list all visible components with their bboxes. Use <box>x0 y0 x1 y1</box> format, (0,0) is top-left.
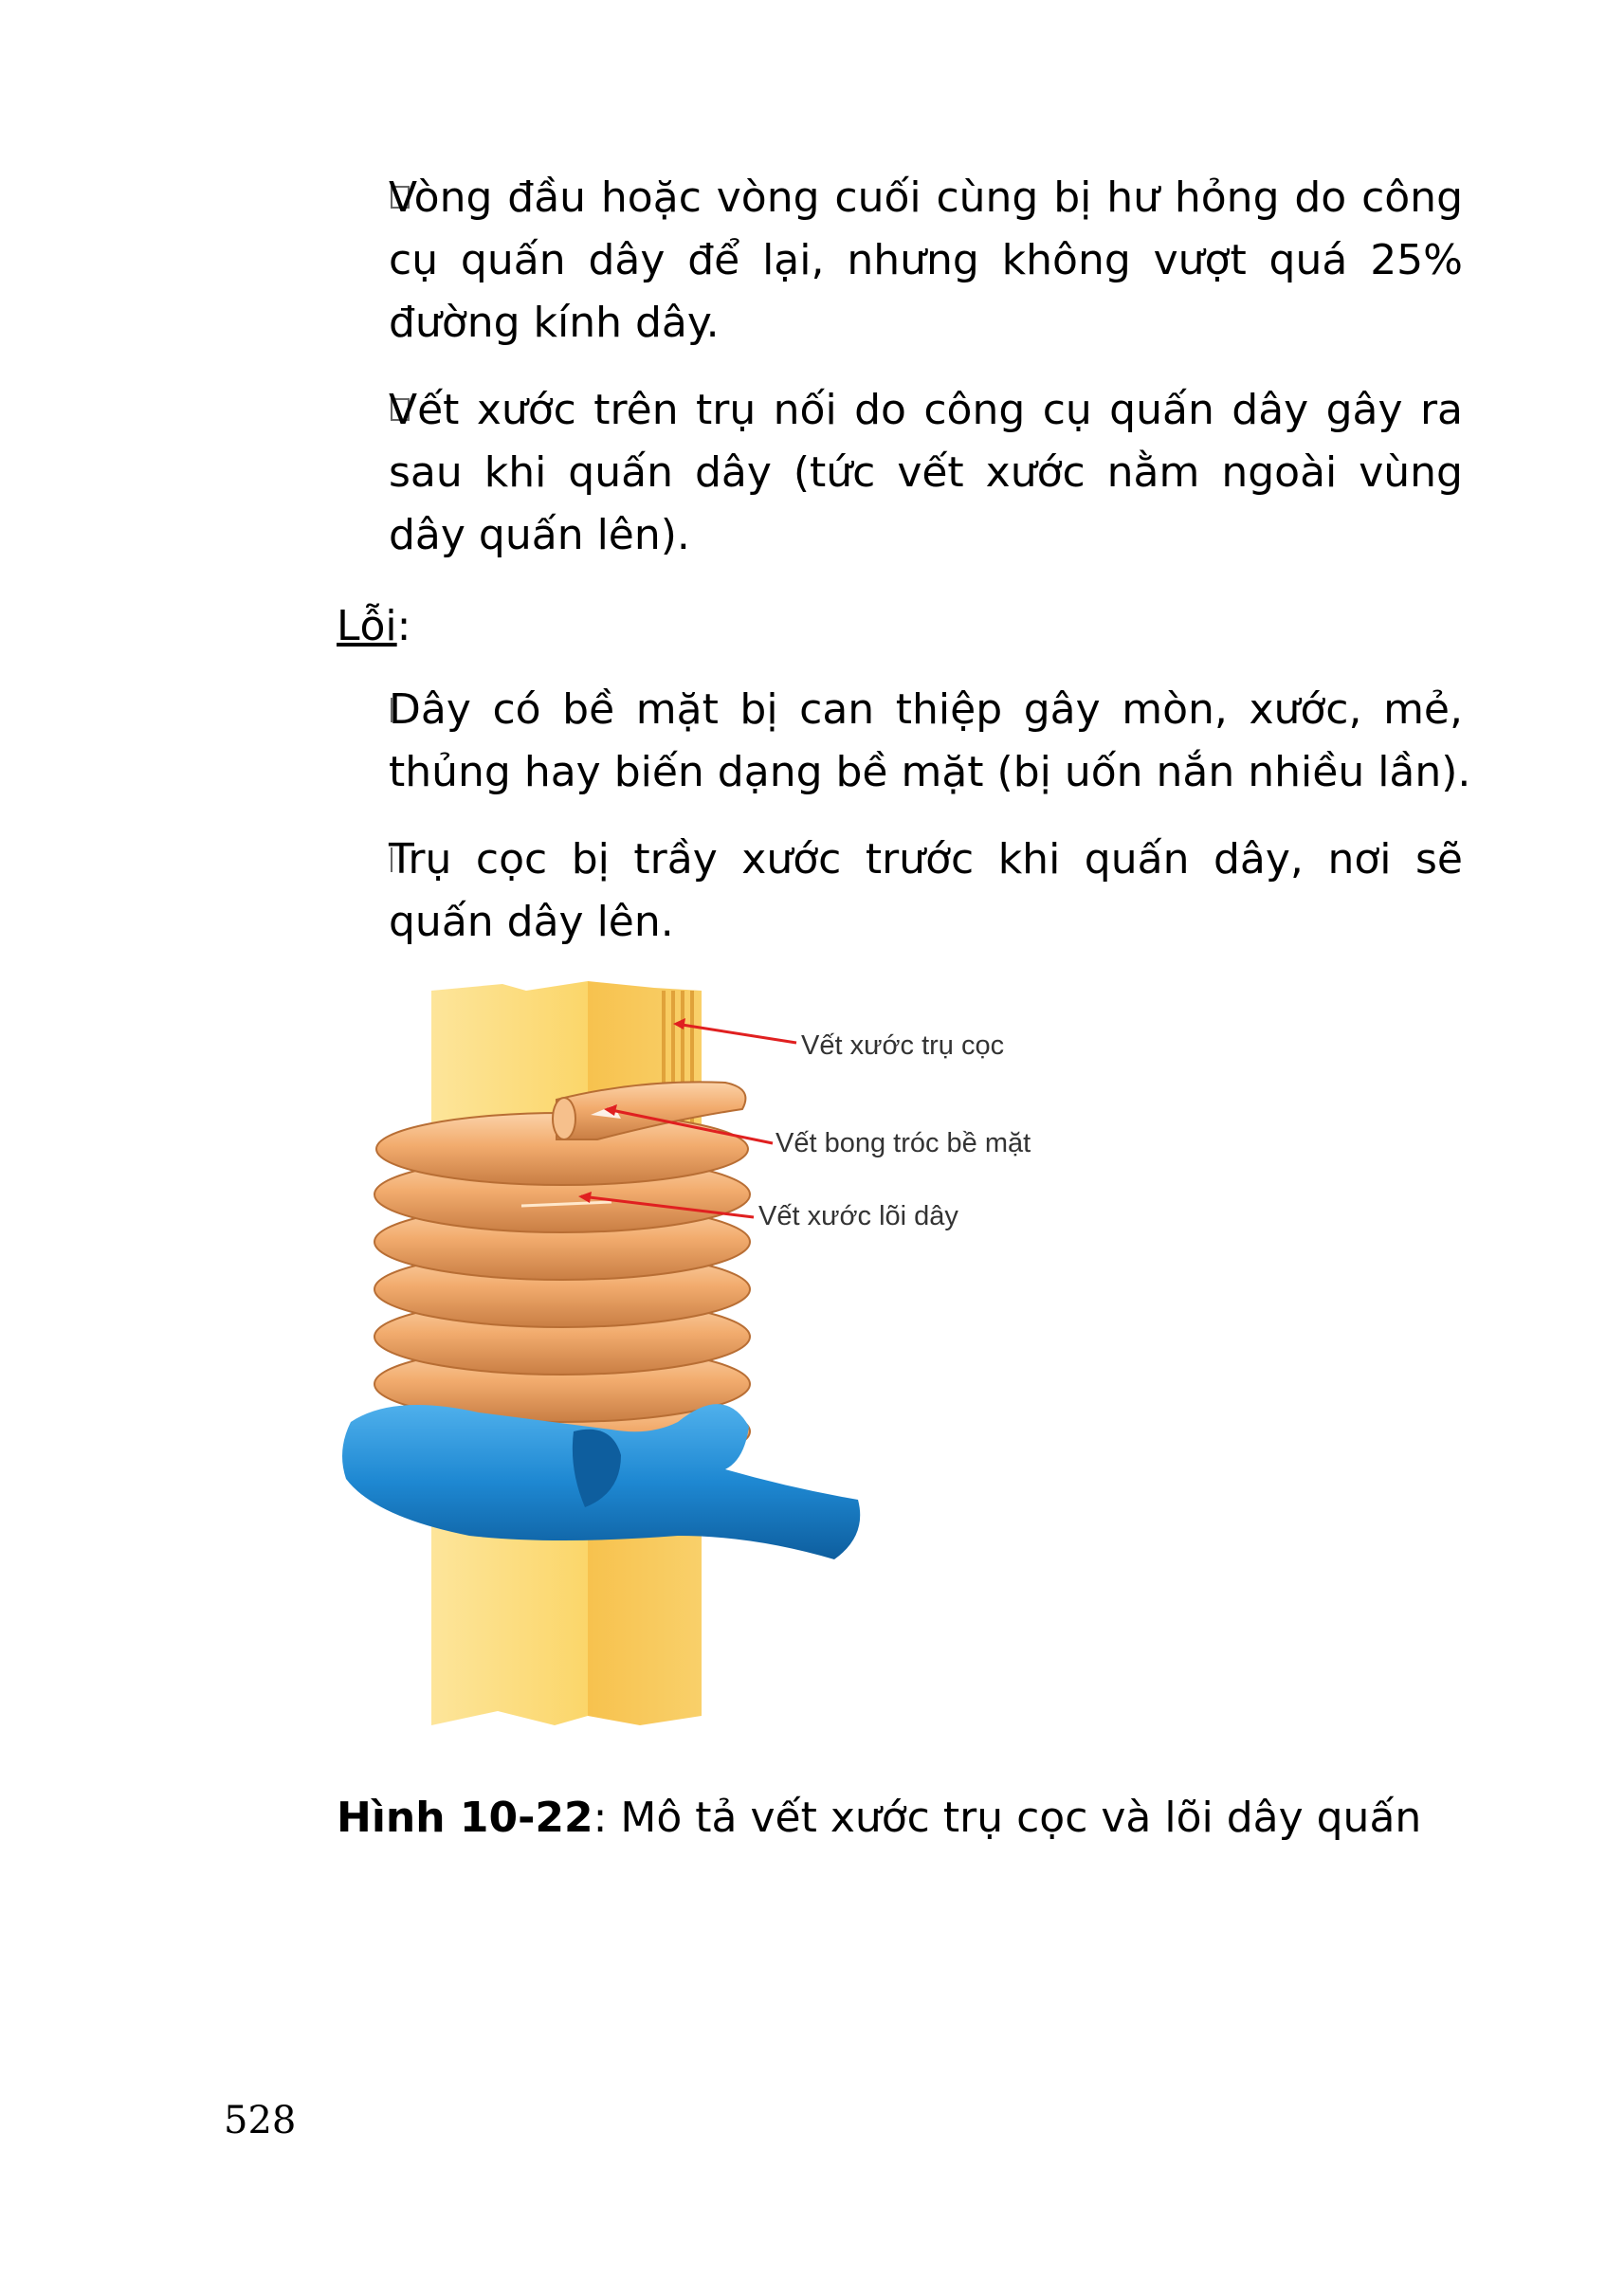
heading-text: Lỗi <box>337 602 397 650</box>
section-heading <box>337 595 411 658</box>
figure-number: Hình 10-22 <box>337 1794 593 1842</box>
figure-caption <box>337 1787 1421 1850</box>
bullet-item-3 <box>389 679 1471 804</box>
text-line: quấn dây lên. <box>389 898 674 946</box>
wire-end <box>553 1098 575 1139</box>
text-line: Vết xước trên trụ nối do công cụ quấn dây gây ra <box>389 386 1463 434</box>
text-line: Trụ cọc bị trầy xước trước khi quấn dây, nơi sẽ <box>389 835 1463 884</box>
text-line: đường kính dây. <box>389 299 720 347</box>
label-post-scratch: Vết xước trụ cọc <box>801 1030 1005 1061</box>
text-line: thủng hay biến dạng bề mặt (bị uốn nắn nhiều lần). <box>389 748 1471 796</box>
text-line: cụ quấn dây để lại, nhưng không vượt quá 25% <box>389 236 1463 284</box>
label-surface-peel: Vết bong tróc bề mặt <box>776 1128 1031 1158</box>
bullet-item-1 <box>389 167 1463 355</box>
page-number: 528 <box>224 2099 297 2142</box>
text-line: Dây có bề mặt bị can thiệp gây mòn, xước, mẻ, <box>389 685 1463 734</box>
caption-text: : Mô tả vết xước trụ cọc và lõi dây quấn <box>593 1794 1422 1842</box>
heading-colon: : <box>396 602 411 650</box>
text-line: dây quấn lên). <box>389 511 690 559</box>
label-core-scratch: Vết xước lõi dây <box>758 1201 958 1231</box>
bullet-item-4 <box>389 829 1463 954</box>
text-line: sau khi quấn dây (tức vết xước nằm ngoài vùng <box>389 448 1463 497</box>
wire-wrap-illustration <box>337 976 1123 1754</box>
text-line: Vòng đầu hoặc vòng cuối cùng bị hư hỏng do công <box>389 173 1463 222</box>
bullet-item-2 <box>389 379 1463 567</box>
